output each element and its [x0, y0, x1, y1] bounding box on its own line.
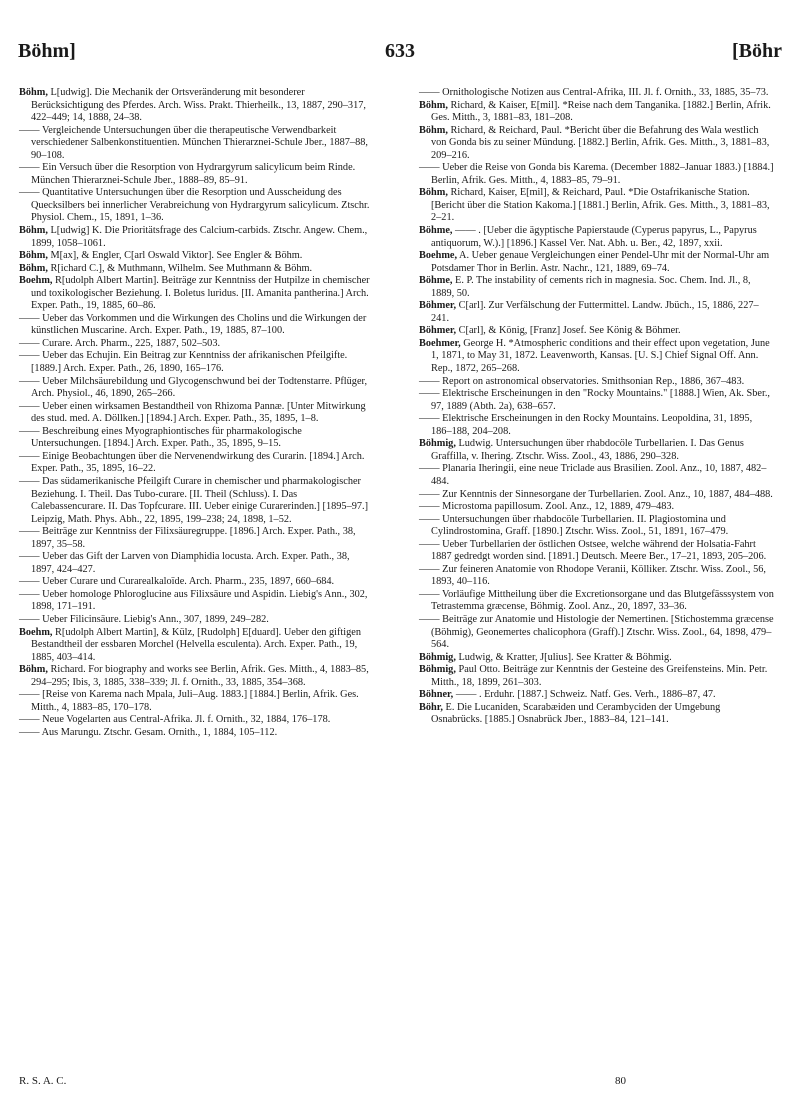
bibliography-entry: [19, 614, 374, 627]
entry-author: Böhmig,: [419, 664, 456, 676]
entry-text: A. Ueber genaue Vergleichungen einer Pendel-Uhr mit der Normal-Uhr am Potsdamer Thor in Berlin. Astr. Nachr., 121, 1889, 69–74.: [431, 250, 770, 274]
bibliography-entry: [419, 539, 774, 564]
entry-author: Böhme,: [419, 275, 453, 287]
bibliography-entry: [419, 489, 774, 502]
bibliography-entry: [419, 614, 774, 652]
entry-text: —— Microstoma papillosum. Zool. Anz., 12, 1889, 479–483.: [419, 501, 675, 513]
entry-text: R[udolph Albert Martin], & Külz, [Rudolph] E[duard]. Ueber den giftigen Bestandtheil der essbaren Morchel (Helvella esculenta). Arch. Exper. Path., 19, 1885, 403–414.: [31, 626, 362, 663]
entry-text: —— Das südamerikanische Pfeilgift Curare in chemischer und pharmakologischer Beziehung. I. Theil. Das Tubo-curare. [II. Theil (Schluss). I. Das Calebassencurare. II. Das Topfcurare. III. Ueber einige Curarerinden.] [1895–97.] Leipzig, Math. Phys. Abh., 22, 1895, 199–238; 24, 1898, 1–52.: [19, 475, 369, 525]
bibliography-entry: [19, 350, 374, 375]
bibliography-entry: [19, 162, 374, 187]
bibliography-entry: [19, 187, 374, 225]
bibliography-entry: [19, 551, 374, 576]
entry-text: R[udolph Albert Martin]. Beiträge zur Kenntniss der Hutpilze in chemischer und toxikologischer Beziehung. I. Boletus luridus. [II. Amanita pantherina.] Arch. Exper. Path., 19, 1885, 60–86.: [31, 275, 370, 312]
entry-text: C[arl], & König, [Franz] Josef. See König & Böhmer.: [456, 325, 681, 337]
bibliography-entry: [419, 338, 774, 376]
entry-text: —— Beiträge zur Kenntniss der Filixsäuregruppe. [1896.] Arch. Exper. Path., 38, 1897, 35–58.: [19, 526, 356, 550]
bibliography-entry: [19, 275, 374, 313]
bibliography-entry: [419, 564, 774, 589]
entry-author: Böhr,: [419, 701, 443, 713]
bibliography-entry: [19, 727, 374, 740]
bibliography-entry: [19, 576, 374, 589]
entry-author: Böhm,: [419, 187, 448, 199]
bibliography-entry: [19, 476, 374, 526]
bibliography-entry: [419, 388, 774, 413]
bibliography-entry: [419, 413, 774, 438]
entry-text: Richard, Kaiser, E[mil], & Reichard, Paul. *Die Ostafrikanische Station. [Bericht über die Station Kakoma.] [1881.] Berlin, Afrik. Ges. Mitth., 3, 1881–83, 2–21.: [431, 187, 770, 224]
entry-text: —— Zur Kenntnis der Sinnesorgane der Turbellarien. Zool. Anz., 10, 1887, 484–488.: [419, 488, 773, 500]
entry-text: —— Vergleichende Untersuchungen über die therapeutische Verwendbarkeit verschiedener Salbenkonstituentien. München Thierarznei-Schule Jber., 1887–88, 90–108.: [19, 124, 368, 161]
entry-text: —— . [Ueber die ägyptische Papierstaude (Cyperus papyrus, L., Papyrus antiquorum, W.).] [1896.] Kassel Ver. Nat. Abh. u. Ber., 42, 1897, xxii.: [431, 225, 757, 249]
entry-author: Böhmig,: [419, 438, 456, 450]
entry-text: —— Ueber einen wirksamen Bestandtheil von Rhizoma Pannæ. [Unter Mitwirkung des stud. med. A. Döllken.] [1894.] Arch. Exper. Path., 35, 1895, 1–8.: [19, 400, 366, 425]
entry-author: Boehme,: [419, 250, 458, 262]
bibliography-entry: [419, 438, 774, 463]
bibliography-entry: [19, 376, 374, 401]
entry-author: Böhm,: [19, 225, 48, 237]
entry-author: Böhmig,: [419, 651, 456, 663]
page-footer: [19, 1075, 781, 1091]
entry-text: —— Planaria Iheringii, eine neue Triclade aus Brasilien. Zool. Anz., 10, 1887, 482–484.: [419, 463, 767, 487]
bibliography-entry: [419, 275, 774, 300]
entry-text: —— Ueber homologe Phloroglucine aus Filixsäure und Aspidin. Liebig's Ann., 302, 1898, 171–191.: [19, 588, 368, 613]
bibliography-entry: [419, 376, 774, 389]
bibliography-entry: [419, 589, 774, 614]
bibliography-entry: [19, 689, 374, 714]
entry-text: —— Zur feineren Anatomie von Rhodope Veranii, Kölliker. Ztschr. Wiss. Zool., 56, 1893, 40–116.: [419, 563, 766, 588]
bibliography-entry: [419, 463, 774, 488]
entry-text: —— . Erduhr. [1887.] Schweiz. Natf. Ges. Verh., 1886–87, 47.: [453, 689, 716, 701]
entry-text: Richard, & Kaiser, E[mil]. *Reise nach dem Tanganika. [1882.] Berlin, Afrik. Ges. Mitth., 3, 1881–83, 181–208.: [431, 99, 771, 124]
bibliography-entry: [19, 313, 374, 338]
entry-text: Ludwig, & Kratter, J[ulius]. See Kratter & Böhmig.: [455, 651, 672, 663]
entry-author: Böhm,: [19, 87, 48, 98]
entry-text: —— [Reise von Karema nach Mpala, Juli–Aug. 1883.] [1884.] Berlin, Afrik. Ges. Mitth., 4, 1883–85, 170–178.: [19, 689, 359, 713]
bibliography-entry: [19, 87, 374, 125]
bibliography-entry: [419, 652, 774, 665]
entry-text: Richard. For biography and works see Berlin, Afrik. Ges. Mitth., 4, 1883–85, 294–295; Ibis, 3, 1885, 338–339; Jl. f. Ornith., 33, 1885, 354–368.: [31, 664, 369, 688]
entry-author: Böhm,: [19, 664, 48, 676]
bibliography-entry: [19, 589, 374, 614]
bibliography-entry: [419, 87, 774, 100]
bibliography-entry: [419, 689, 774, 702]
bibliography-entry: [419, 325, 774, 338]
bibliography-entry: [419, 514, 774, 539]
bibliography-entry: [419, 501, 774, 514]
bibliography-entry: [19, 426, 374, 451]
page-header: [18, 40, 782, 70]
entry-author: Böhmer,: [419, 325, 457, 337]
entry-text: —— Ueber Filicinsäure. Liebig's Ann., 307, 1899, 249–282.: [19, 613, 269, 625]
entry-text: —— Ueber Milchsäurebildung und Glycogenschwund bei der Todtenstarre. Pflüger, Arch. Physiol., 46, 1890, 265–266.: [19, 375, 368, 400]
entry-text: E. P. The instability of cements rich in magnesia. Soc. Chem. Ind. Jl., 8, 1889, 50.: [431, 275, 751, 299]
bibliography-entry: [19, 714, 374, 727]
entry-author: Boehm,: [19, 275, 53, 287]
bibliography-entry: [419, 187, 774, 225]
entry-text: E. Die Lucaniden, Scarabæiden und Cerambyciden der Umgebung Osnabrücks. [1885.] Osnabrück Jber., 1883–84, 121–141.: [431, 701, 721, 726]
entry-text: Ludwig. Untersuchungen über rhabdocöle Turbellarien. I. Das Genus Graffilla, v. Ihering. Ztschr. Wiss. Zool., 43, 1886, 290–328.: [431, 438, 744, 462]
entry-text: —— Ueber das Vorkommen und die Wirkungen des Cholins und die Wirkungen der künstlichen Muscarine. Arch. Exper. Path., 19, 1885, 87–100.: [19, 312, 367, 337]
entry-author: Böhmer,: [419, 300, 457, 312]
bibliography-entry: [19, 225, 374, 250]
entry-text: —— Ueber Turbellarien der östlichen Ostsee, welche während der Holsatia-Fahrt 1887 gedredgt worden sind. [1891.] Deutsch. Meere Ber., 17–21, 1893, 205–206.: [419, 538, 767, 563]
bibliography-entry: [19, 263, 374, 276]
entry-text: —— Curare. Arch. Pharm., 225, 1887, 502–503.: [19, 337, 221, 349]
entry-text: —— Beiträge zur Anatomie und Histologie der Nemertinen. [Stichostemma græcense (Böhmig), Geonemertes chalicophora (Graff).] Ztschr. Wiss. Zool., 64, 1898, 479–564.: [419, 613, 774, 651]
entry-author: Böhm,: [419, 124, 448, 136]
bibliography-entry: [19, 401, 374, 426]
entry-text: Richard, & Reichard, Paul. *Bericht über die Befahrung des Wala westlich von Gonda bis zu seiner Mündung. [1882.] Berlin, Afrik. Ges. Mitth., 3, 1881–83, 209–216.: [431, 124, 770, 161]
bibliography-entry: [419, 664, 774, 689]
entry-text: L[udwig] K. Die Prioritätsfrage des Calcium-carbids. Ztschr. Angew. Chem., 1899, 1058–1061.: [31, 225, 368, 249]
entry-author: Böhm,: [19, 250, 48, 262]
bibliography-entry: [419, 702, 774, 727]
entry-text: C[arl]. Zur Verfälschung der Futtermittel. Landw. Jbüch., 15, 1886, 227–241.: [431, 300, 759, 324]
footer-signature: R. S. A. C.: [19, 1075, 67, 1087]
entry-text: —— Ueber die Reise von Gonda bis Karema. (December 1882–Januar 1883.) [1884.] Berlin, Afrik. Ges. Mitth., 4, 1883–85, 79–91.: [419, 162, 774, 186]
entry-text: —— Elektrische Erscheinungen in den Rocky Mountains. Leopoldina, 31, 1895, 186–188, 204–208.: [419, 413, 753, 437]
header-right-keyword: [Böhr: [732, 40, 782, 62]
bibliography-entry: [19, 250, 374, 263]
entry-author: Boehm,: [19, 626, 53, 638]
entry-author: Boehmer,: [419, 337, 461, 349]
entry-author: Böhme,: [419, 225, 453, 237]
bibliography-entry: [19, 125, 374, 163]
entry-text: —— Vorläufige Mittheilung über die Excretionsorgane und das Blutgefässsystem von Tetrastemma græcense, Böhmig. Zool. Anz., 20, 1897, 33–36.: [419, 588, 774, 613]
bibliography-entry: [19, 526, 374, 551]
entry-text: —— Neue Vogelarten aus Central-Afrika. Jl. f. Ornith., 32, 1884, 176–178.: [19, 714, 331, 726]
bibliography-entry: [419, 300, 774, 325]
bibliography-entry: [19, 627, 374, 665]
entry-author: Böhner,: [419, 689, 454, 701]
bibliography-entry: [19, 451, 374, 476]
left-column: [19, 87, 374, 739]
entry-text: —— Aus Marungu. Ztschr. Gesam. Ornith., 1, 1884, 105–112.: [19, 726, 278, 738]
entry-text: George H. *Atmospheric conditions and their effect upon vegetation, June 1, 1871, to May 31, 1872. Leavenworth, Kansas. [U. S.] Chief Signal Off. Ann. Rep., 1872, 265–268.: [431, 337, 770, 375]
entry-text: —— Ueber das Echujin. Ein Beitrag zur Kenntniss der afrikanischen Pfeilgifte. [1889.] Arch. Exper. Path., 26, 1890, 165–176.: [19, 350, 348, 375]
bibliography-entry: [419, 100, 774, 125]
entry-text: Paul Otto. Beiträge zur Kenntnis der Gesteine des Greifensteins. Min. Petr. Mitth., 18, 1899, 261–303.: [431, 664, 768, 688]
right-column: [419, 87, 774, 727]
entry-text: L[udwig]. Die Mechanik der Ortsveränderung mit besonderer Berücksichtigung des Pferdes. Arch. Wiss. Prakt. Thierheilk., 13, 1887, 290–317, 422–449; 14, 1888, 24–38.: [31, 87, 366, 124]
entry-text: —— Elektrische Erscheinungen in den "Rocky Mountains." [1888.] Wien, Ak. Sber., 97, 1889 (Abth. 2a), 638–657.: [419, 388, 770, 412]
bibliography-entry: [19, 338, 374, 351]
entry-text: —— Quantitative Untersuchungen über die Resorption und Ausscheidung des Quecksilbers bei innerlicher Verabreichung von Hydrargyrum salicylicum. Ztschr. Physiol. Chem., 15, 1891, 1–36.: [19, 187, 370, 224]
bibliography-entry: [419, 250, 774, 275]
bibliography-entry: [419, 125, 774, 163]
footer-sheet-number: 80: [615, 1075, 626, 1087]
entry-text: —— Ueber Curare und Curarealkaloïde. Arch. Pharm., 235, 1897, 660–684.: [19, 576, 335, 588]
entry-author: Böhm,: [19, 262, 48, 274]
entry-text: —— Report on astronomical observatories. Smithsonian Rep., 1886, 367–483.: [419, 375, 745, 387]
bibliography-entry: [419, 162, 774, 187]
entry-text: M[ax], & Engler, C[arl Oswald Viktor]. See Engler & Böhm.: [47, 250, 303, 262]
bibliography-entry: [19, 664, 374, 689]
entry-text: —— Ueber das Gift der Larven von Diamphidia locusta. Arch. Exper. Path., 38, 1897, 424–427.: [19, 551, 350, 575]
entry-text: R[ichard C.], & Muthmann, Wilhelm. See Muthmann & Böhm.: [47, 262, 313, 274]
page-number: 633: [385, 40, 415, 62]
entry-text: —— Beschreibung eines Myographiontisches für pharmakologische Untersuchungen. [1894.] Arch. Exper. Path., 35, 1895, 9–15.: [19, 425, 302, 450]
entry-text: —— Einige Beobachtungen über die Nervenendwirkung des Curarin. [1894.] Arch. Exper. Path., 35, 1895, 16–22.: [19, 450, 365, 475]
entry-author: Böhm,: [419, 99, 448, 111]
entry-text: —— Ein Versuch über die Resorption von Hydrargyrum salicylicum beim Rinde. München Thierarznei-Schule Jber., 1888–89, 85–91.: [19, 162, 356, 186]
bibliography-entry: [419, 225, 774, 250]
entry-text: —— Ornithologische Notizen aus Central-Afrika, III. Jl. f. Ornith., 33, 1885, 35–73.: [419, 87, 769, 98]
entry-text: —— Untersuchungen über rhabdocöle Turbellarien. II. Plagiostomina und Cylindrostomina, Graff. [1890.] Ztschr. Wiss. Zool., 51, 1891, 167–479.: [419, 513, 729, 538]
header-left-keyword: Böhm]: [18, 40, 76, 62]
